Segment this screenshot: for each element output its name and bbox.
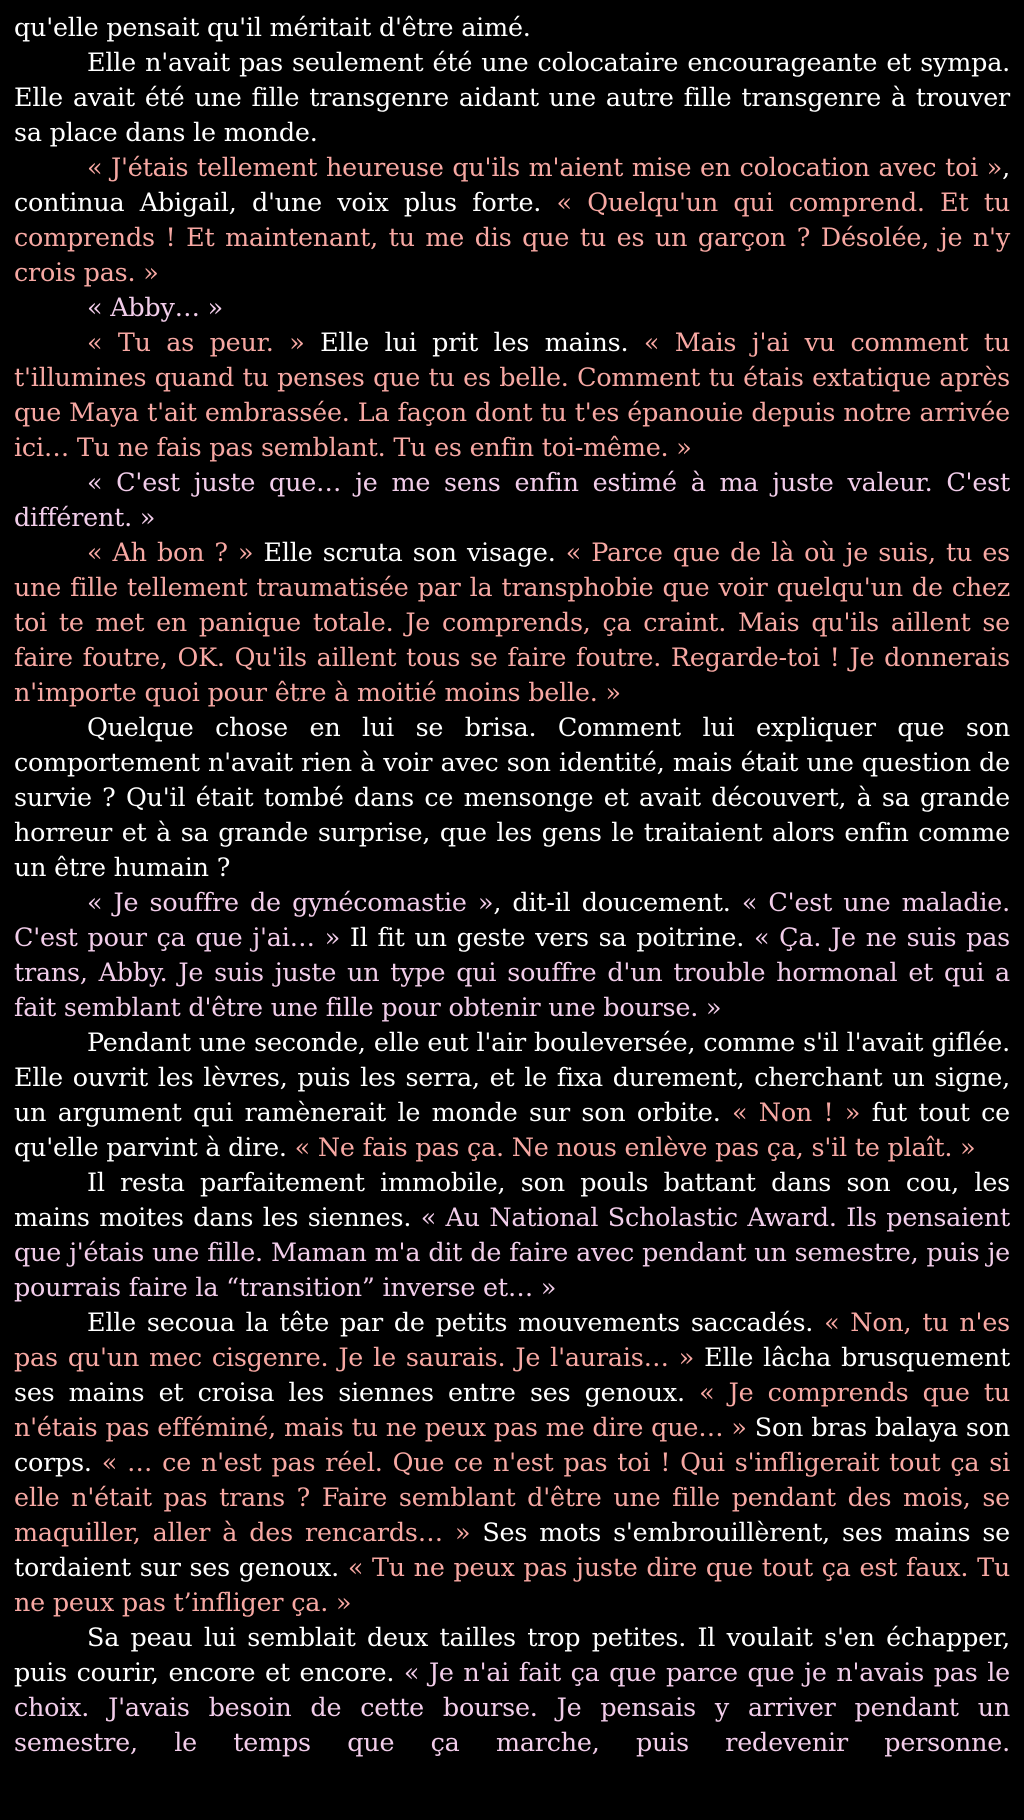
narration-text: Elle lâcha brusquement ses mains et croisa les siennes entre ses genoux. <box>14 1342 1011 1407</box>
narration-text: Elle lui prit les mains. <box>304 327 644 357</box>
protagonist-dialogue: « Abby… » <box>87 292 223 322</box>
paragraph-1 <box>14 45 1010 150</box>
paragraph-2 <box>14 150 1010 290</box>
protagonist-dialogue: « C'est une maladie. C'est pour ça que j'ai… » <box>14 887 1010 952</box>
narration-text: qu'elle pensait qu'il méritait d'être aimé. <box>14 12 531 42</box>
narration-text: Elle n'avait pas seulement été une colocataire encourageante et sympa. Elle avait été une fille transgenre aidant une autre fille transgenre à trouver sa place dans le monde. <box>14 47 1010 147</box>
paragraph-11 <box>14 1305 1010 1620</box>
narration-text: Elle secoua la tête par de petits mouvements saccadés. <box>87 1307 825 1337</box>
protagonist-dialogue: « Je souffre de gynécomastie » <box>87 887 494 917</box>
paragraph-12 <box>14 1620 1010 1760</box>
protagonist-dialogue: « C'est juste que… je me sens enfin estimé à ma juste valeur. C'est différent. » <box>14 467 1010 532</box>
protagonist-dialogue: « Au National Scholastic Award. Ils pensaient que j'étais une fille. Maman m'a dit de faire avec pendant un semestre, puis je pourrais faire la “transition” inverse et… » <box>14 1202 1010 1302</box>
abigail-dialogue: « J'étais tellement heureuse qu'ils m'aient mise en colocation avec toi » <box>87 152 1003 182</box>
protagonist-dialogue: « Je n'ai fait ça que parce que je n'avais pas le choix. J'avais besoin de cette bourse. Je pensais y arriver pendant un semestre, le temps que ça marche, puis redevenir personne. <box>14 1657 1010 1757</box>
narration-text: Pendant une seconde, elle eut l'air bouleversée, comme s'il l'avait giflée. Elle ouvrit les lèvres, puis les serra, et le fixa durement, cherchant un signe, un argument qui ramènerait le monde sur son orbite. <box>14 1027 1010 1127</box>
abigail-dialogue: « Ah bon ? » <box>87 537 254 567</box>
narration-text: , continua Abigail, d'une voix plus forte. <box>14 152 1010 217</box>
abigail-dialogue: « Ne fais pas ça. Ne nous enlève pas ça, s'il te plaît. » <box>294 1132 976 1162</box>
paragraph-3 <box>14 290 1010 325</box>
abigail-dialogue: « Tu ne peux pas juste dire que tout ça est faux. Tu ne peux pas t’infliger ça. » <box>14 1552 1010 1617</box>
abigail-dialogue: « Quelqu'un qui comprend. Et tu comprends ! Et maintenant, tu me dis que tu es un garçon ? Désolée, je n'y crois pas. » <box>14 187 1010 287</box>
paragraph-5 <box>14 465 1010 535</box>
abigail-dialogue: « Mais j'ai vu comment tu t'illumines quand tu penses que tu es belle. Comment tu étais extatique après que Maya t'ait embrassée. La façon dont tu t'es épanouie depuis notre arrivée ici… Tu ne fais pas semblant. Tu es enfin toi-même. » <box>14 327 1011 462</box>
narration-text: Sa peau lui semblait deux tailles trop petites. Il voulait s'en échapper, puis courir, encore et encore. <box>14 1622 1010 1687</box>
abigail-dialogue: « Non, tu n'es pas qu'un mec cisgenre. Je le saurais. Je l'aurais… » <box>14 1307 1010 1372</box>
narration-text: fut tout ce qu'elle parvint à dire. <box>14 1097 1011 1162</box>
document-page <box>14 10 1010 1760</box>
abigail-dialogue: « Tu as peur. » <box>87 327 305 357</box>
narration-text: Elle scruta son visage. <box>253 537 566 567</box>
paragraph-4 <box>14 325 1010 465</box>
narration-text: Il resta parfaitement immobile, son pouls battant dans son cou, les mains moites dans les siennes. <box>14 1167 1010 1232</box>
paragraph-0 <box>14 10 1010 45</box>
abigail-dialogue: « Non ! » <box>732 1097 861 1127</box>
protagonist-dialogue: « Ça. Je ne suis pas trans, Abby. Je suis juste un type qui souffre d'un trouble hormonal et qui a fait semblant d'être une fille pour obtenir une bourse. » <box>14 922 1010 1022</box>
narration-text: , dit-il doucement. <box>493 887 742 917</box>
narration-text: Quelque chose en lui se brisa. Comment lui expliquer que son comportement n'avait rien à voir avec son identité, mais était une question de survie ? Qu'il était tombé dans ce mensonge et avait découvert, à sa grande horreur et à sa grande surprise, que les gens le traitaient alors enfin comme un être humain ? <box>14 712 1010 882</box>
abigail-dialogue: « … ce n'est pas réel. Que ce n'est pas toi ! Qui s'infligerait tout ça si elle n'était pas trans ? Faire semblant d'être une fille pendant des mois, se maquiller, aller à des rencards… » <box>14 1447 1010 1547</box>
narration-text: Ses mots s'embrouillèrent, ses mains se tordaient sur ses genoux. <box>14 1517 1010 1582</box>
paragraph-7 <box>14 710 1010 885</box>
narration-text: Son bras balaya son corps. <box>14 1412 1011 1477</box>
paragraph-10 <box>14 1165 1010 1305</box>
narration-text: Il fit un geste vers sa poitrine. <box>340 922 754 952</box>
paragraph-9 <box>14 1025 1010 1165</box>
abigail-dialogue: « Je comprends que tu n'étais pas efféminé, mais tu ne peux pas me dire que… » <box>14 1377 1010 1442</box>
paragraph-6 <box>14 535 1010 710</box>
paragraph-8 <box>14 885 1010 1025</box>
abigail-dialogue: « Parce que de là où je suis, tu es une fille tellement traumatisée par la transphobie que voir quelqu'un de chez toi te met en panique totale. Je comprends, ça craint. Mais qu'ils aillent se faire foutre, OK. Qu'ils aillent tous se faire foutre. Regarde-toi ! Je donnerais n'importe quoi pour être à moitié moins belle. » <box>14 537 1011 707</box>
